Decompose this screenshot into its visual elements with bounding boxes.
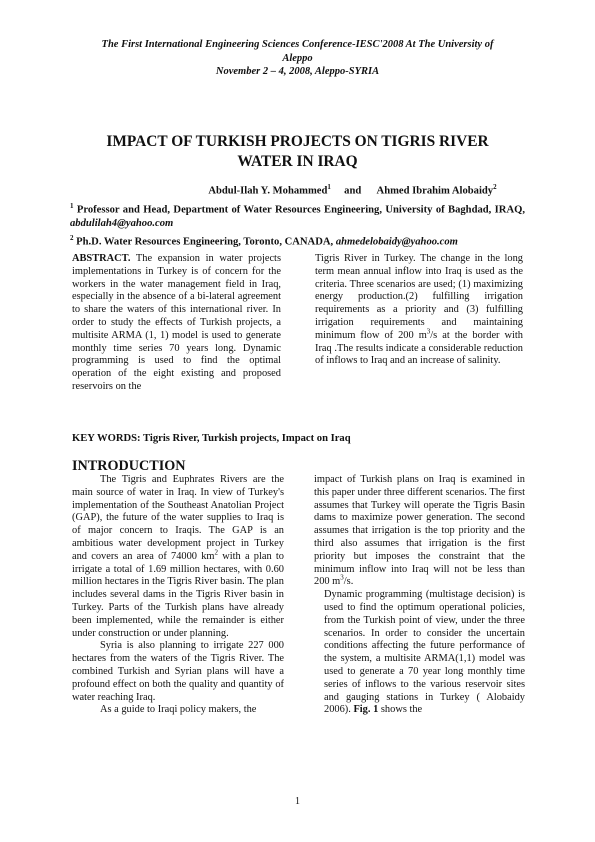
affiliation-2-text: Ph.D. Water Resources Engineering, Toronto, CANADA, (76, 236, 334, 248)
page-number: 1 (295, 796, 300, 807)
abstract-label: ABSTRACT. (72, 253, 131, 264)
abstract-right-column (315, 253, 523, 368)
author-2-sup: 2 (493, 183, 497, 191)
intro-p5-text-b: shows the (378, 704, 423, 716)
conference-header-line2: Aleppo (282, 52, 313, 64)
affiliation-2-email[interactable]: ahmedelobaidy@yahoo.com (335, 236, 458, 248)
figure-1-reference[interactable]: Fig. 1 (353, 704, 379, 716)
author-block (70, 180, 525, 250)
author-names (70, 180, 525, 199)
abstract-left-column (72, 253, 281, 394)
author-2: Ahmed Ibrahim Alobaidy (376, 185, 494, 197)
intro-p1-text-a: The Tigris and Euphrates Rivers are the main source of water in Iraq. In view of Turkey's implementation of the Southeast Anatolian Project (GAP), the future of the water supplies to Iraq is of major concern to Iraqis. The GAP is an ambitious water development project in Turkey and covers an area of 74000 km (72, 474, 284, 562)
abstract-right-text-b: /s at the border with Iraq .The results indicate a considerable reduction of inflows to Iraq and an increase of salinity. (315, 329, 523, 367)
abstract-right-text-a: Tigris River in Turkey. The change in the long term mean annual inflow into Iraq is used as the criteria. Three scenarios are used; (1) maximizing energy production.(2) fulfilling irrigation requirements as a priority and (3) fulfilling irrigation requirements and maintaining minimum flow of 200 m (315, 253, 523, 341)
intro-paragraph-5 (314, 589, 525, 717)
introduction-left-column (72, 474, 284, 717)
paper-title-line1: IMPACT OF TURKISH PROJECTS ON TIGRIS RIVER (106, 133, 489, 150)
intro-p1-sup: 2 (214, 548, 219, 557)
author-1-sup: 1 (327, 183, 331, 191)
affiliation-1 (70, 199, 525, 232)
intro-paragraph-1 (72, 474, 284, 640)
affiliation-1-text: Professor and Head, Department of Water Resources Engineering, University of Baghdad, IRAQ, (76, 204, 525, 216)
abstract-right-sup: 3 (426, 327, 431, 336)
intro-p5-text-a: Dynamic programming (multistage decision) is used to find the optimum operational policies, from the Turkish point of view, under the three scenarios. In order to consider the uncertain conditions affecting the future performance of the system, a multisite ARMA(1,1) model was used to generate a 70 year long monthly time series of inflows to the various reservoir sites and gauging stations in Turkey ( Alobaidy 2006). (324, 589, 525, 716)
author-1: Abdul-Ilah Y. Mohammed (208, 185, 328, 197)
conference-header-line1: The First International Engineering Sciences Conference-IESC'2008 At The University of (101, 39, 494, 50)
intro-p1-text-b: with a plan to irrigate a total of 1.69 million hectares, with 0.60 million hectares in the Tigris River basin. The plan includes several dams in the Tigris River basin in Turkey. Parts of the Turkish plans have already been implemented, while the remainder is either under construction or under planning. (72, 550, 284, 639)
paper-title-line2: WATER IN IRAQ (237, 152, 358, 170)
affiliation-1-sup: 1 (70, 201, 74, 210)
author-and: and (344, 185, 362, 197)
introduction-right-column (314, 474, 525, 717)
affiliation-1-email[interactable]: abdulilah4@yahoo.com (70, 218, 174, 230)
intro-paragraph-4 (314, 474, 525, 589)
conference-header (70, 38, 525, 79)
paper-title (70, 132, 525, 171)
intro-p4-text-a: impact of Turkish plans on Iraq is examined in this paper under three different scenarios. The first assumes that Turkey will operate the Tigris Basin dams to maximize power generation. The second assumes that irrigation is the top priority and the third also assumes that irrigation is the first priority but imposes the constraint that the minimum inflow into Iraq will not be less than 200 m (314, 474, 525, 588)
intro-p4-sup: 3 (340, 573, 344, 582)
affiliation-2 (70, 231, 525, 250)
affiliation-2-sup: 2 (70, 234, 74, 243)
introduction-heading: INTRODUCTION (72, 458, 186, 474)
abstract-left-text: The expansion in water projects implementations in Turkey is of concern for the workers in the water management field in Iraq, especially in the absence of a bi-lateral agreement to share the waters of this international river. In order to study the effects of Turkish projects, a multisite ARMA (1, 1) model is used to generate monthly time series 70 years long. Dynamic programming is used to find the optimal operation of the eight existing and proposed reservoirs on the (72, 253, 281, 392)
intro-paragraph-3: As a guide to Iraqi policy makers, the (100, 704, 257, 716)
conference-header-line3: November 2 – 4, 2008, Aleppo-SYRIA (215, 66, 380, 77)
intro-p4-text-b: /s. (343, 576, 354, 588)
keywords: KEY WORDS: Tigris River, Turkish projects, Impact on Iraq (72, 433, 351, 444)
intro-paragraph-2: Syria is also planning to irrigate 227 000 hectares from the waters of the Tigris River. The combined Turkish and Syrian plans will have a profound effect on both the quality and quantity of water reaching Iraq. (72, 640, 284, 703)
